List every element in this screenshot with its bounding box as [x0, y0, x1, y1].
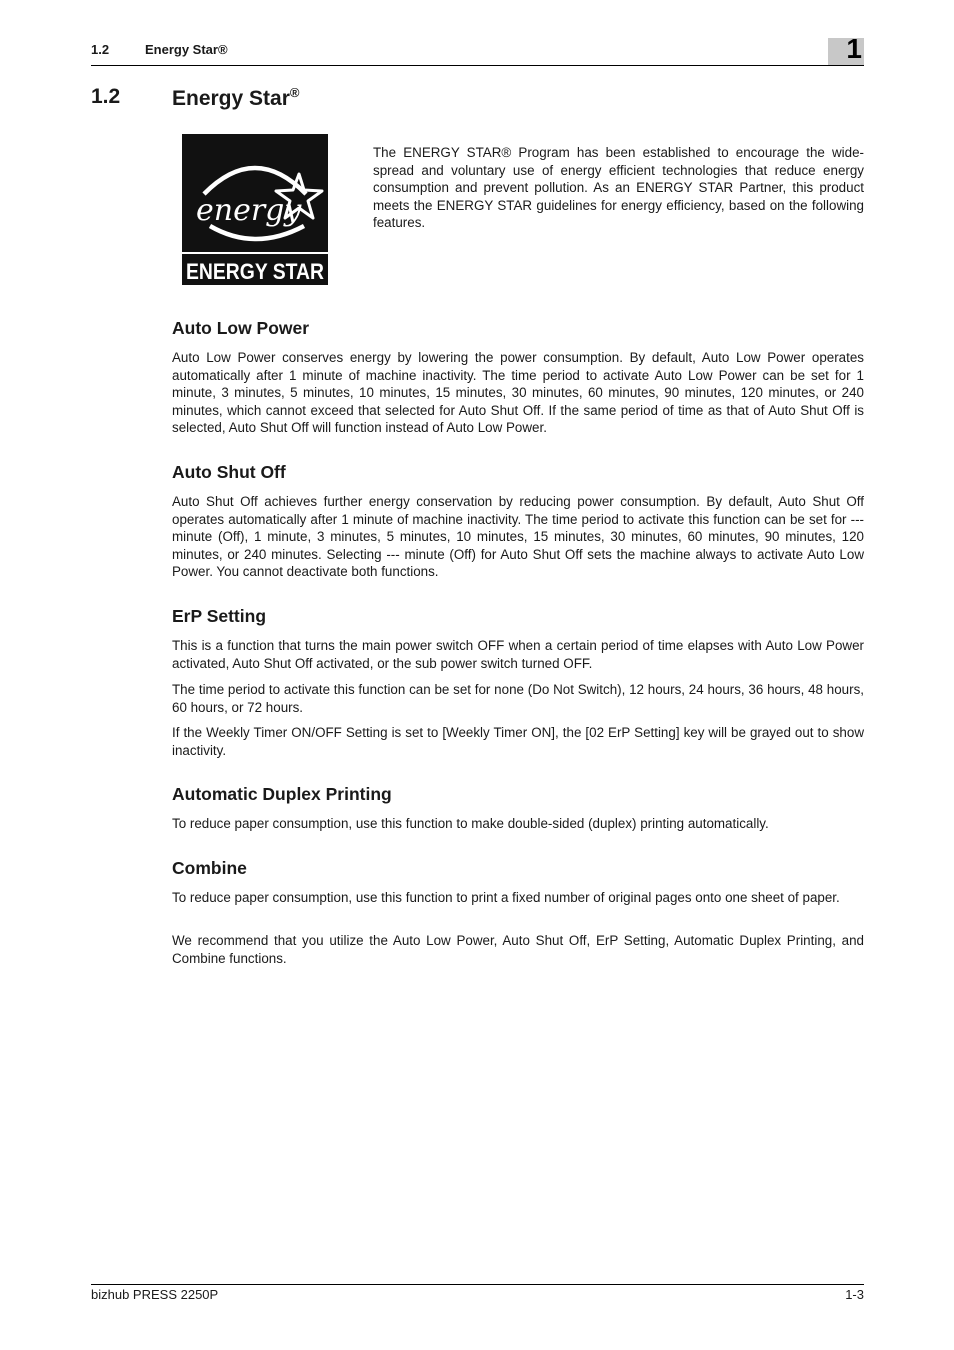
registered-mark: ®	[289, 85, 300, 100]
section-number: 1.2	[91, 85, 121, 108]
footer-rule	[91, 1284, 864, 1285]
footer-product-name: bizhub PRESS 2250P	[91, 1287, 219, 1302]
energy-star-logo	[182, 134, 328, 285]
intro-paragraph: The ENERGY STAR® Program has been established to encourage the wide-spread and voluntary use of energy efficient technologies that reduce energy consumption and prevent pollution. As an ENERGY STAR Partner, this product meets the ENERGY STAR guidelines for energy efficiency, based on the following features.	[373, 145, 864, 231]
heading-auto-low-power: Auto Low Power	[172, 318, 310, 338]
section-title-text: Energy Star	[172, 87, 290, 110]
heading-auto-shut-off: Auto Shut Off	[172, 462, 286, 482]
header-section-number: 1.2	[91, 42, 110, 57]
paragraph-erp-setting-2: The time period to activate this function can be set for none (Do Not Switch), 12 hours, 24 hours, 36 hours, 48 hours, 60 hours, or 72 hours.	[172, 682, 864, 715]
heading-combine: Combine	[172, 858, 247, 878]
energy-star-logo-graphic	[182, 134, 328, 285]
heading-automatic-duplex-printing: Automatic Duplex Printing	[172, 784, 392, 804]
logo-banner-text: ENERGY STAR	[186, 259, 325, 284]
paragraph-combine-1: To reduce paper consumption, use this function to print a fixed number of original pages onto one sheet of paper.	[172, 890, 840, 905]
paragraph-auto-low-power: Auto Low Power conserves energy by lowering the power consumption. By default, Auto Low Power operates automatically after 1 minute of machine inactivity. The time period to activate Auto Low Power can be set for 1 minute, 3 minutes, 5 minutes, 10 minutes, 15 minutes, 30 minutes, 60 minutes, 90 minutes, 120 minutes, or 240 minutes, which cannot exceed that selected for Auto Shut Off. If the same period of time as that of Auto Shut Off is selected, Auto Shut Off will function instead of Auto Low Power.	[172, 350, 864, 436]
paragraph-automatic-duplex-printing: To reduce paper consumption, use this function to make double-sided (duplex) printing automatically.	[172, 816, 769, 831]
heading-erp-setting: ErP Setting	[172, 606, 267, 626]
paragraph-erp-setting-1: This is a function that turns the main power switch OFF when a certain period of time elapses with Auto Low Power activated, Auto Shut Off activated, or the sub power switch turned OFF.	[172, 638, 864, 671]
section-title	[172, 85, 299, 111]
chapter-number: 1	[846, 33, 862, 64]
paragraph-combine-2: We recommend that you utilize the Auto Low Power, Auto Shut Off, ErP Setting, Automatic Duplex Printing, and Combine functions.	[172, 933, 864, 966]
paragraph-auto-shut-off: Auto Shut Off achieves further energy conservation by reducing power consumption. By default, Auto Shut Off operates automatically after 1 minute of machine inactivity. The time period to activate this function can be set for --- minute (Off), 1 minute, 3 minutes, 5 minutes, 10 minutes, 15 minutes, 30 minutes, 60 minutes, 90 minutes, 120 minutes, or 240 minutes. Selecting --- minute (Off) for Auto Shut Off sets the machine always to activate Auto Low Power. You cannot deactivate both functions.	[172, 494, 864, 580]
header-rule	[91, 65, 864, 66]
header-section-title: Energy Star®	[145, 42, 228, 57]
paragraph-erp-setting-3: If the Weekly Timer ON/OFF Setting is set to [Weekly Timer ON], the [02 ErP Setting] key will be grayed out to show inactivity.	[172, 725, 864, 758]
footer-page-number: 1-3	[845, 1287, 864, 1302]
chapter-tab	[828, 33, 864, 65]
logo-script-word: energy	[196, 193, 302, 228]
